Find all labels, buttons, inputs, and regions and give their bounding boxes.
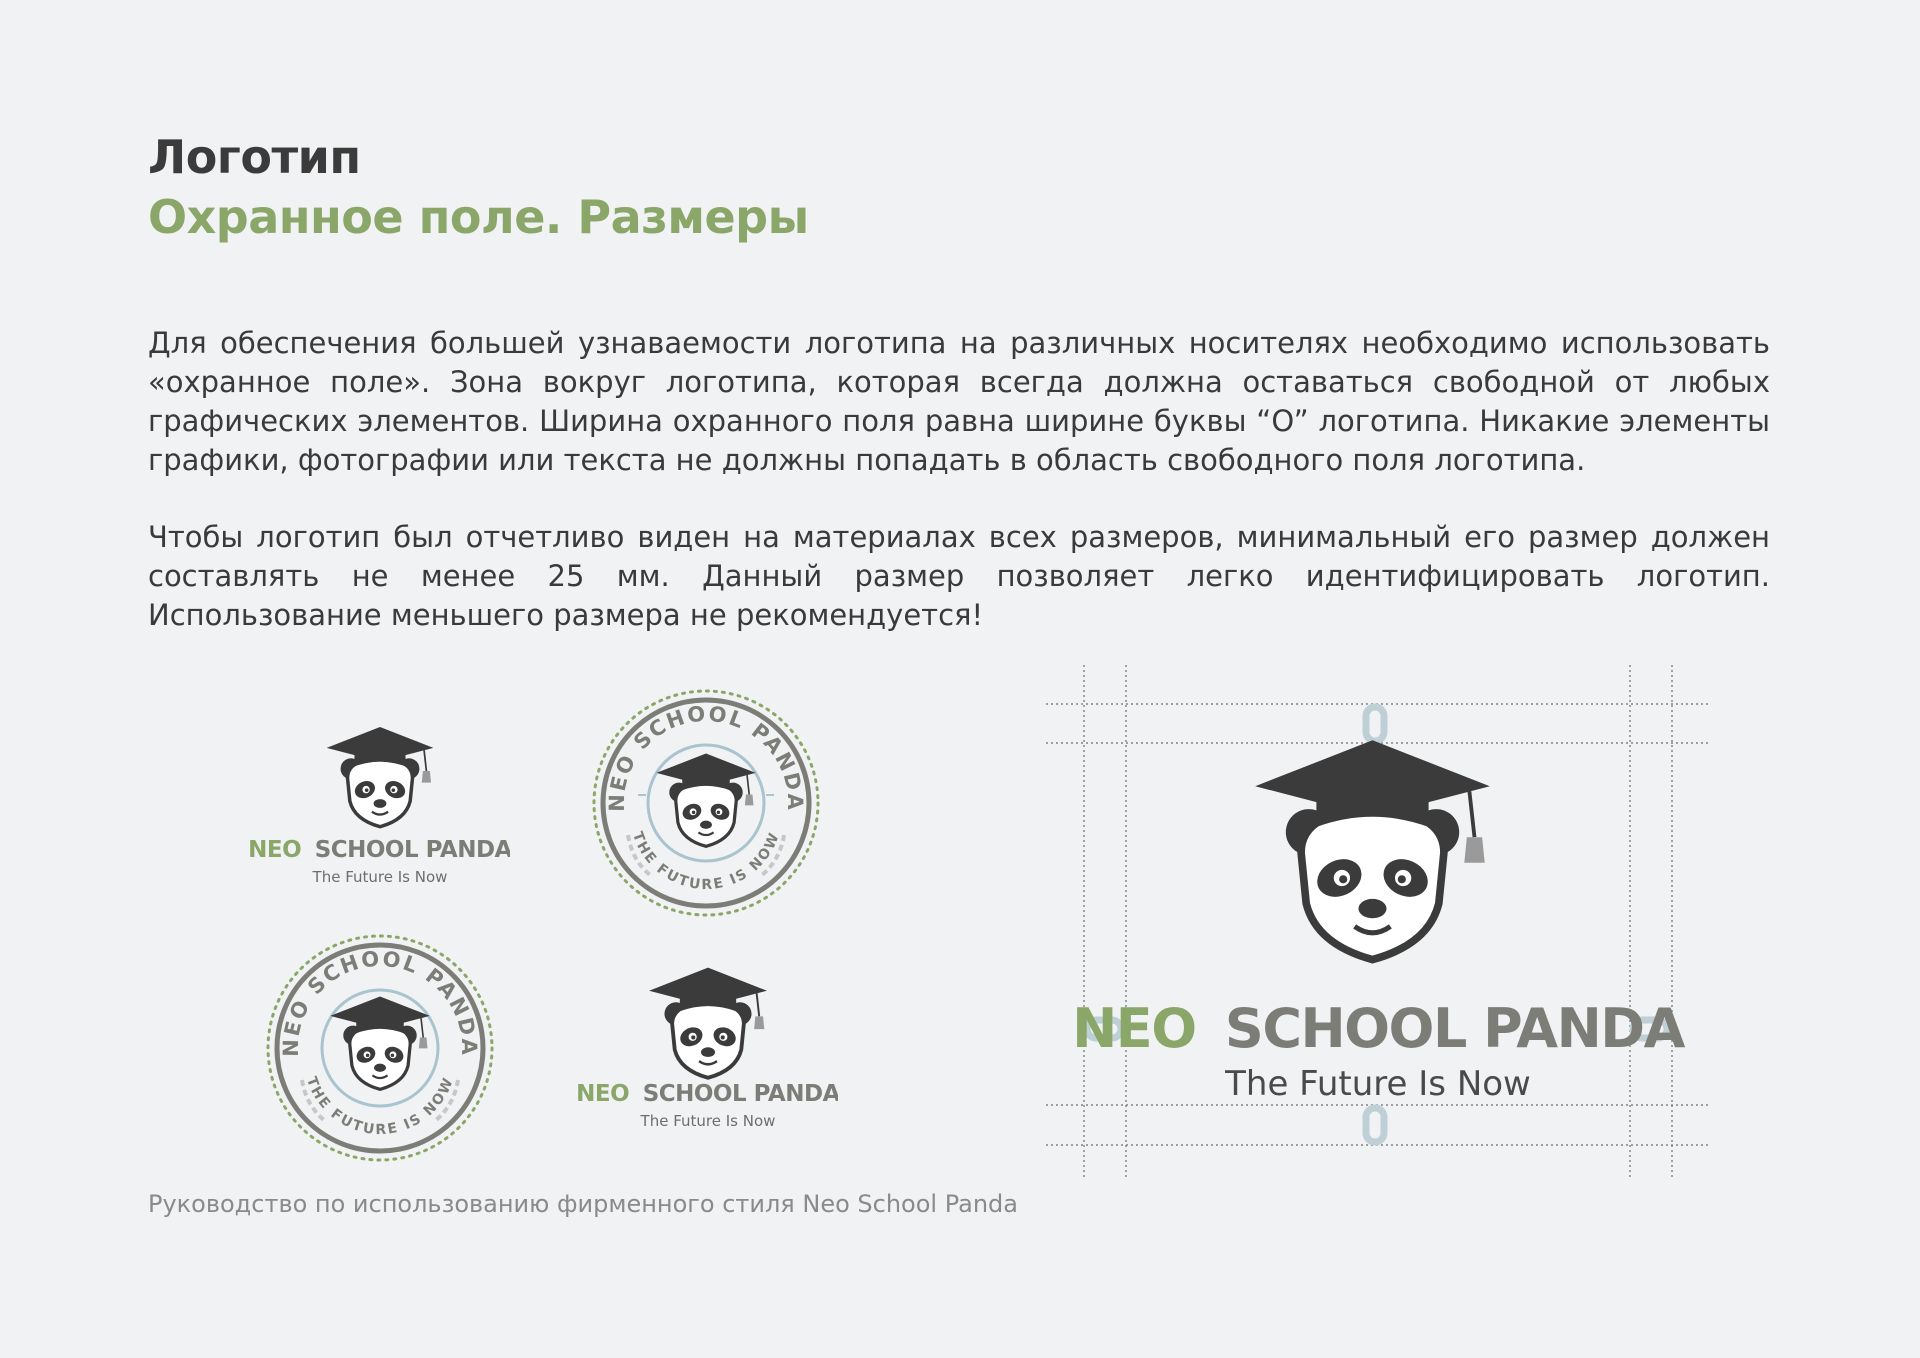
logo-word-school-panda: SCHOOL PANDA [1224,997,1684,1060]
panda-graduate-icon [656,753,755,846]
clearspace-diagram [1040,665,1720,1185]
panda-graduate-icon [1255,740,1490,959]
logo-word-neo: NEO [250,837,302,863]
logo-word-neo: NEO [578,1081,630,1107]
panda-graduate-icon [327,727,434,827]
svg-text:NEO SCHOOL PANDA [250,837,510,863]
logo-tagline: The Future Is Now [1225,1064,1531,1104]
badge-arc-bottom-text: THE FUTURE IS NOW [628,829,784,894]
page-subtitle: Охранное поле. Размеры [148,190,809,244]
svg-text:NEO SCHOOL PANDA [578,1081,838,1107]
clearspace-paragraph: Для обеспечения большей узнаваемости логотипа на различных носителях необходимо использовать «охранное поле». Зона вокруг логотипа, которая всегда должна оставаться свободной от любых графических элементов. Ширина охранного поля равна ширине буквы “O” логотипа. Никакие элементы графики, фотографии или текста не должны попадать в область свободного поля логотипа. [148,326,1770,477]
badge-arc-top-text: NEO SCHOOL PANDA [604,701,808,812]
panda-graduate-icon [649,968,767,1078]
panda-graduate-icon [330,996,429,1089]
logo-stacked-secondary [578,958,838,1138]
page-title: Логотип [148,130,361,184]
logo-round-badge-1 [588,685,824,921]
svg-text:NEO SCHOOL PANDA [1072,997,1685,1060]
badge-arc-bottom-text: THE FUTURE IS NOW [302,1074,458,1139]
logo-word-neo: NEO [1072,997,1196,1060]
footer-caption: Руководство по использованию фирменного стиля Neo School Panda [148,1190,1018,1218]
min-size-paragraph: Чтобы логотип был отчетливо виден на материалах всех размеров, минимальный его размер должен составлять не менее 25 мм. Данный размер позволяет легко идентифицировать логотип. Использование меньшего размера не рекомендуется! [148,520,1770,632]
badge-arc-top-text: NEO SCHOOL PANDA [278,946,482,1057]
logo-word-school-panda: SCHOOL PANDA [314,837,510,863]
logo-word-school-panda: SCHOOL PANDA [642,1081,838,1107]
logo-round-badge-2 [262,930,498,1166]
logo-tagline: The Future Is Now [640,1112,776,1130]
logo-stacked-primary [250,710,510,890]
logo-tagline: The Future Is Now [312,868,448,886]
